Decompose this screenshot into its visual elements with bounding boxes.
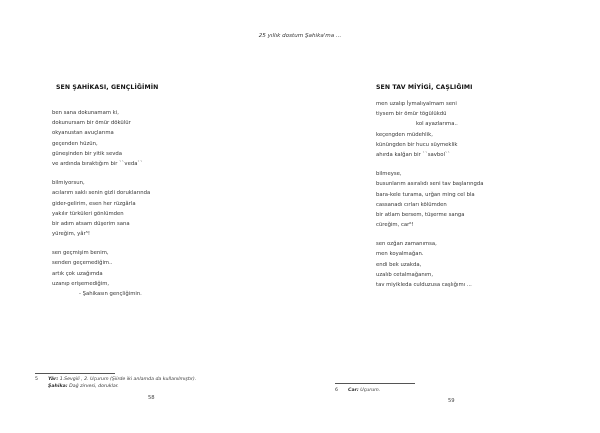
poem-line: cüreğim, car⁶!	[376, 222, 414, 229]
right-footnote	[335, 388, 381, 395]
poem-line: uzalıb cetalmağanım,	[376, 271, 434, 278]
right-stanza-1	[376, 99, 484, 160]
poem-line: endi bek uzakda,	[376, 261, 422, 268]
footnote-term: Car:	[348, 388, 359, 393]
poem-line: ahırda kalğan bir ``savbol``	[376, 151, 451, 158]
poem-line: keçengden müdehlik,	[376, 131, 433, 138]
left-stanza-1	[52, 108, 150, 169]
footnote-number: 5	[35, 377, 38, 382]
poem-line: bilmiyorsun,	[52, 180, 85, 187]
poem-line: artık çok uzağımda	[52, 270, 103, 277]
poem-line: yüreğim, yâr⁵!	[52, 231, 90, 238]
poem-line: okyanustan avuçlarıma	[52, 130, 114, 137]
poem-line: dokunursam bir ömür dökülür	[52, 120, 131, 127]
footnote-rule	[335, 383, 415, 384]
poem-line: kol ayazlarıma..	[416, 121, 458, 128]
poem-line: uzanıp erişemediğim,	[52, 280, 110, 287]
dedication: 25 yıllık dostum Şahika'ma ...	[258, 33, 342, 39]
left-poem-title: SEN ŞAHİKASI, GENÇLİĞİMİN	[56, 84, 159, 91]
poem-line: sen ozğan zamanımsa,	[376, 241, 437, 248]
footnote-text: Uçurum.	[360, 388, 381, 393]
poem-line: geçenden hüzün,	[52, 140, 98, 147]
poem-line: bilmeyse,	[376, 171, 402, 178]
poem-line: tav miyikleda culduzusa caşlığımı ...	[376, 282, 472, 288]
poem-line: yakılır türküleri gönlümden	[52, 210, 124, 217]
poem-line: ve ardında bıraktığım bir ``veda``	[52, 160, 143, 167]
footnote-text: 1.Sevgili , 2. Uçurum (Şiirde iki anlamda da kullanılmıştır).	[59, 377, 197, 382]
poem-line: gider-gelirim, esen her rüzgârla	[52, 200, 136, 207]
poem-line: sen geçmişim benim,	[52, 250, 109, 257]
page-number-left: 58	[148, 395, 155, 401]
page-number-right: 59	[448, 398, 455, 404]
left-stanza-2	[52, 178, 150, 239]
poem-line: bir atlam bersem, tüşerme sanga	[376, 211, 465, 218]
footnote-text: Dağ zirvesi, doruklar.	[69, 383, 119, 389]
poem-line: - Şahikasın gençliğimin.	[79, 291, 142, 297]
footnote-rule	[35, 373, 115, 374]
right-stanza-3	[376, 239, 484, 290]
poem-line: bara-kele turama, urğan ming cel bla	[376, 191, 475, 198]
poem-line: cassanadı cırları kölümden	[376, 201, 447, 208]
poem-line: men uzalıp İymalıyalmam seni	[376, 101, 457, 107]
left-poem-body	[52, 108, 150, 299]
left-footnote	[35, 377, 197, 390]
footnote-number: 6	[335, 388, 338, 393]
footnote-term: Yâr:	[48, 377, 59, 382]
poem-line: tiysem bir ömür tögülükdü	[376, 111, 447, 118]
poem-line: ben sana dokunamam ki,	[52, 110, 119, 116]
left-stanza-3	[52, 248, 150, 299]
poem-line: men koyalmağan.	[376, 251, 424, 258]
right-poem-body	[376, 99, 484, 290]
poem-line: güneşinden bir yitik sevda	[52, 150, 122, 157]
poem-line: acılarım saklı senin gizli doruklarında	[52, 190, 151, 197]
footnote-term: Şahika:	[48, 383, 68, 389]
poem-line: bir adım atsam düşerim sana	[52, 220, 130, 227]
right-stanza-2	[376, 169, 484, 230]
poem-line: busunlarım asıralıdı seni tav başlarıngda	[376, 181, 484, 188]
poem-line: senden geçemediğim..	[52, 260, 113, 267]
poem-line: kününgden bir hucu süymeklik	[376, 141, 458, 148]
right-poem-title: SEN TAV MİYİGİ, CAŞLIĞIMI	[376, 84, 473, 91]
